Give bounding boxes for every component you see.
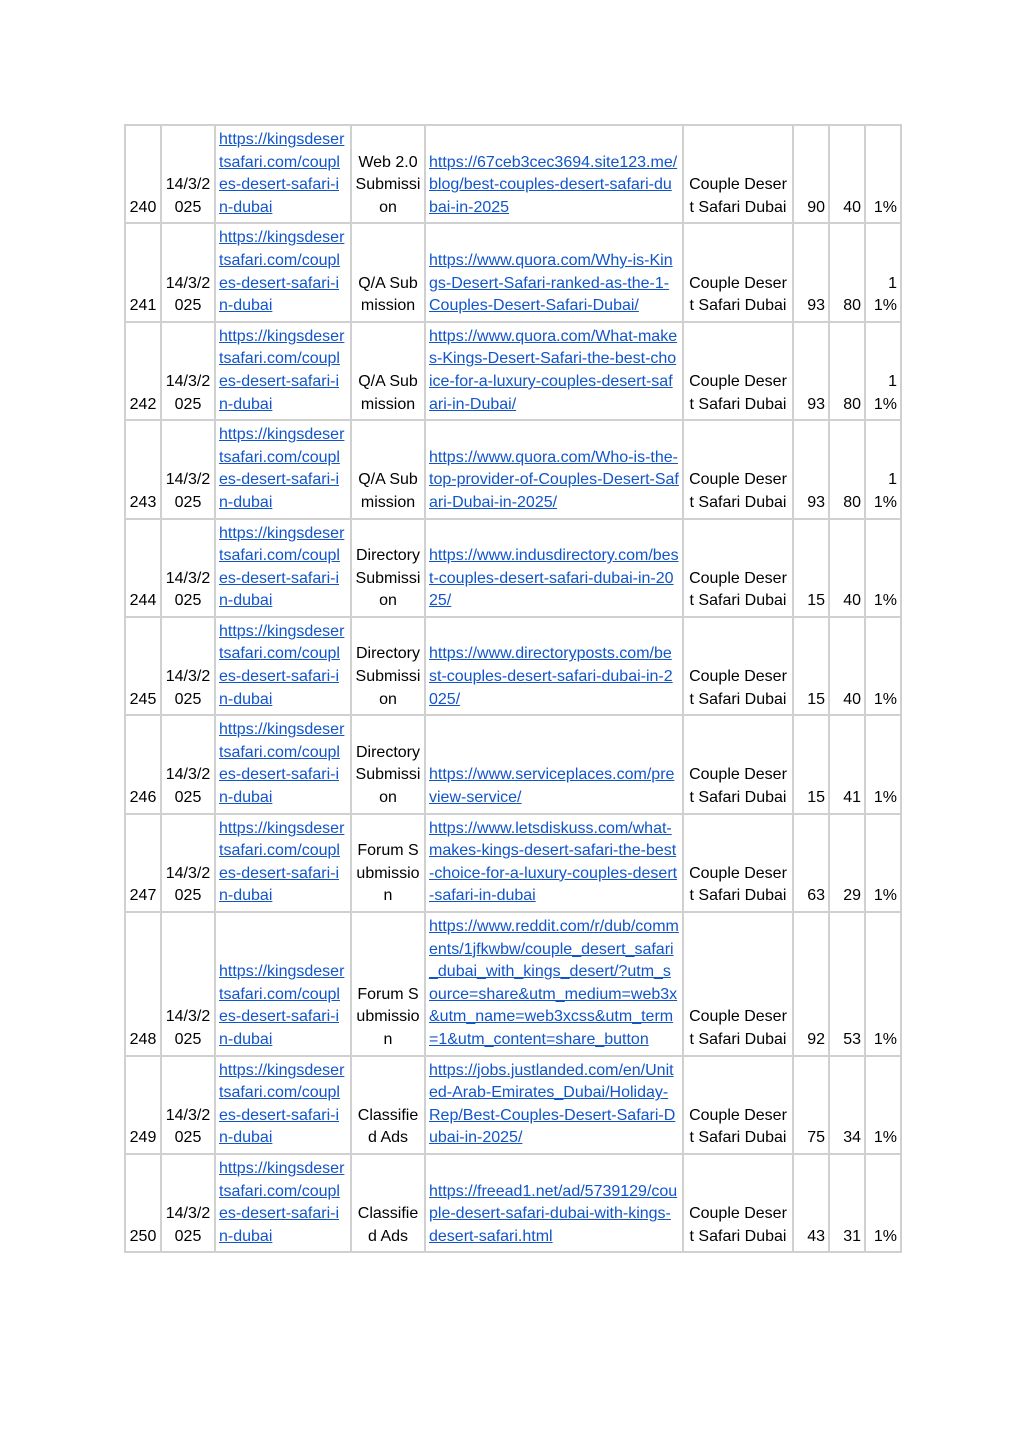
- row-date: 14/3/2025: [161, 912, 215, 1056]
- submission-type: Directory Submission: [351, 617, 425, 715]
- keyword: Couple Desert Safari Dubai: [683, 125, 793, 223]
- page-authority: 53: [829, 912, 865, 1056]
- keyword: Couple Desert Safari Dubai: [683, 617, 793, 715]
- domain-authority: 93: [793, 322, 829, 420]
- row-date: 14/3/2025: [161, 814, 215, 912]
- table-row: [125, 519, 901, 617]
- target-url-link[interactable]: https://www.indusdirectory.com/best-couples-desert-safari-dubai-in-2025/: [429, 547, 679, 610]
- source-url-cell: [215, 223, 351, 321]
- target-url-link[interactable]: https://www.letsdiskuss.com/what-makes-kings-desert-safari-the-best-choice-for-a-luxury-couples-desert-safari-in-dubai: [429, 819, 678, 905]
- row-number: 246: [125, 715, 161, 813]
- target-url-cell: [425, 617, 683, 715]
- source-url-cell: [215, 1056, 351, 1154]
- spam-score: 1%: [865, 912, 901, 1056]
- target-url-link[interactable]: https://www.directoryposts.com/best-couples-desert-safari-dubai-in-2025/: [429, 645, 673, 708]
- spam-score: 1%: [865, 1056, 901, 1154]
- page-authority: 40: [829, 125, 865, 223]
- row-number: 244: [125, 519, 161, 617]
- target-url-link[interactable]: https://www.quora.com/What-makes-Kings-Desert-Safari-the-best-choice-for-a-luxury-couples-desert-safari-in-Dubai/: [429, 327, 678, 413]
- target-url-link[interactable]: https://www.serviceplaces.com/preview-service/: [429, 766, 675, 807]
- keyword: Couple Desert Safari Dubai: [683, 322, 793, 420]
- target-url-link[interactable]: https://freead1.net/ad/5739129/couple-desert-safari-dubai-with-kings-desert-safari.html: [429, 1182, 678, 1245]
- page-authority: 31: [829, 1154, 865, 1252]
- domain-authority: 92: [793, 912, 829, 1056]
- target-url-cell: [425, 125, 683, 223]
- target-url-link[interactable]: https://www.quora.com/Who-is-the-top-provider-of-Couples-Desert-Safari-Dubai-in-2025/: [429, 448, 679, 511]
- spam-score: 1%: [865, 1154, 901, 1252]
- target-url-cell: [425, 420, 683, 518]
- row-date: 14/3/2025: [161, 519, 215, 617]
- row-number: 241: [125, 223, 161, 321]
- target-url-cell: [425, 223, 683, 321]
- table-body: [125, 125, 901, 1252]
- table-row: [125, 715, 901, 813]
- source-url-cell: [215, 125, 351, 223]
- keyword: Couple Desert Safari Dubai: [683, 715, 793, 813]
- submission-type: Classified Ads: [351, 1056, 425, 1154]
- page-authority: 80: [829, 223, 865, 321]
- source-url-link[interactable]: https://kingsdesertsafari.com/couples-desert-safari-in-dubai: [219, 426, 345, 511]
- source-url-cell: [215, 617, 351, 715]
- row-date: 14/3/2025: [161, 617, 215, 715]
- row-date: 14/3/2025: [161, 223, 215, 321]
- table-row: [125, 814, 901, 912]
- source-url-link[interactable]: https://kingsdesertsafari.com/couples-desert-safari-in-dubai: [219, 524, 345, 610]
- submission-type: Q/A Submission: [351, 223, 425, 321]
- spam-score: 1%: [865, 715, 901, 813]
- row-date: 14/3/2025: [161, 1056, 215, 1154]
- keyword: Couple Desert Safari Dubai: [683, 1154, 793, 1252]
- page-authority: 34: [829, 1056, 865, 1154]
- source-url-cell: [215, 519, 351, 617]
- table-row: [125, 125, 901, 223]
- row-number: 249: [125, 1056, 161, 1154]
- source-url-cell: [215, 1154, 351, 1252]
- spam-score: 11%: [865, 223, 901, 321]
- spam-score: 1%: [865, 814, 901, 912]
- target-url-cell: [425, 1154, 683, 1252]
- table-row: [125, 420, 901, 518]
- spam-score: 1%: [865, 617, 901, 715]
- source-url-cell: [215, 420, 351, 518]
- source-url-link[interactable]: https://kingsdesertsafari.com/couples-desert-safari-in-dubai: [219, 1159, 345, 1245]
- keyword: Couple Desert Safari Dubai: [683, 1056, 793, 1154]
- source-url-link[interactable]: https://kingsdesertsafari.com/couples-desert-safari-in-dubai: [219, 622, 345, 708]
- table-row: [125, 322, 901, 420]
- target-url-cell: [425, 912, 683, 1056]
- submission-table: [124, 124, 902, 1253]
- row-date: 14/3/2025: [161, 420, 215, 518]
- page-authority: 80: [829, 322, 865, 420]
- target-url-cell: [425, 519, 683, 617]
- row-number: 248: [125, 912, 161, 1056]
- submission-type: Directory Submission: [351, 715, 425, 813]
- submission-type: Q/A Submission: [351, 420, 425, 518]
- row-number: 250: [125, 1154, 161, 1252]
- keyword: Couple Desert Safari Dubai: [683, 519, 793, 617]
- domain-authority: 15: [793, 715, 829, 813]
- spam-score: 11%: [865, 322, 901, 420]
- source-url-cell: [215, 322, 351, 420]
- table-row: [125, 912, 901, 1056]
- source-url-cell: [215, 814, 351, 912]
- page-authority: 40: [829, 519, 865, 617]
- target-url-link[interactable]: https://www.reddit.com/r/dub/comments/1jfkwbw/couple_desert_safari_dubai_with_kings_desert/?utm_source=share&utm_medium=web3x&utm_name=web3xcss&utm_term=1&utm_content=share_button: [429, 918, 679, 1048]
- keyword: Couple Desert Safari Dubai: [683, 912, 793, 1056]
- spam-score: 1%: [865, 125, 901, 223]
- domain-authority: 43: [793, 1154, 829, 1252]
- domain-authority: 63: [793, 814, 829, 912]
- spam-score: 11%: [865, 420, 901, 518]
- domain-authority: 93: [793, 223, 829, 321]
- row-number: 243: [125, 420, 161, 518]
- submission-type: Directory Submission: [351, 519, 425, 617]
- source-url-link[interactable]: https://kingsdesertsafari.com/couples-desert-safari-in-dubai: [219, 229, 345, 315]
- submission-type: Web 2.0 Submission: [351, 125, 425, 223]
- row-number: 242: [125, 322, 161, 420]
- domain-authority: 15: [793, 617, 829, 715]
- row-number: 245: [125, 617, 161, 715]
- page-authority: 29: [829, 814, 865, 912]
- target-url-cell: [425, 715, 683, 813]
- row-number: 247: [125, 814, 161, 912]
- row-number: 240: [125, 125, 161, 223]
- source-url-cell: [215, 912, 351, 1056]
- source-url-link[interactable]: https://kingsdesertsafari.com/couples-desert-safari-in-dubai: [219, 327, 345, 413]
- target-url-cell: [425, 1056, 683, 1154]
- domain-authority: 75: [793, 1056, 829, 1154]
- keyword: Couple Desert Safari Dubai: [683, 814, 793, 912]
- source-url-cell: [215, 715, 351, 813]
- spam-score: 1%: [865, 519, 901, 617]
- source-url-link[interactable]: https://kingsdesertsafari.com/couples-desert-safari-in-dubai: [219, 963, 345, 1048]
- target-url-cell: [425, 322, 683, 420]
- table-row: [125, 223, 901, 321]
- keyword: Couple Desert Safari Dubai: [683, 223, 793, 321]
- table-row: [125, 1154, 901, 1252]
- source-url-link[interactable]: https://kingsdesertsafari.com/couples-desert-safari-in-dubai: [219, 721, 345, 807]
- domain-authority: 15: [793, 519, 829, 617]
- submission-type: Classified Ads: [351, 1154, 425, 1252]
- submission-type: Forum Submission: [351, 814, 425, 912]
- row-date: 14/3/2025: [161, 125, 215, 223]
- submission-type: Forum Submission: [351, 912, 425, 1056]
- page-authority: 80: [829, 420, 865, 518]
- target-url-link[interactable]: https://jobs.justlanded.com/en/United-Arab-Emirates_Dubai/Holiday-Rep/Best-Couples-Desert-Safari-Dubai-in-2025/: [429, 1061, 676, 1147]
- row-date: 14/3/2025: [161, 715, 215, 813]
- table-row: [125, 1056, 901, 1154]
- keyword: Couple Desert Safari Dubai: [683, 420, 793, 518]
- row-date: 14/3/2025: [161, 322, 215, 420]
- table-row: [125, 617, 901, 715]
- target-url-link[interactable]: https://www.quora.com/Why-is-Kings-Desert-Safari-ranked-as-the-1-Couples-Desert-Safari-Dubai/: [429, 251, 673, 315]
- page-authority: 41: [829, 715, 865, 813]
- page-authority: 40: [829, 617, 865, 715]
- target-url-link[interactable]: https://67ceb3cec3694.site123.me/blog/best-couples-desert-safari-dubai-in-2025: [429, 153, 678, 216]
- domain-authority: 90: [793, 125, 829, 223]
- target-url-cell: [425, 814, 683, 912]
- submission-type: Q/A Submission: [351, 322, 425, 420]
- row-date: 14/3/2025: [161, 1154, 215, 1252]
- domain-authority: 93: [793, 420, 829, 518]
- source-url-link[interactable]: https://kingsdesertsafari.com/couples-desert-safari-in-dubai: [219, 1061, 345, 1147]
- source-url-link[interactable]: https://kingsdesertsafari.com/couples-desert-safari-in-dubai: [219, 819, 345, 905]
- source-url-link[interactable]: https://kingsdesertsafari.com/couples-desert-safari-in-dubai: [219, 131, 345, 216]
